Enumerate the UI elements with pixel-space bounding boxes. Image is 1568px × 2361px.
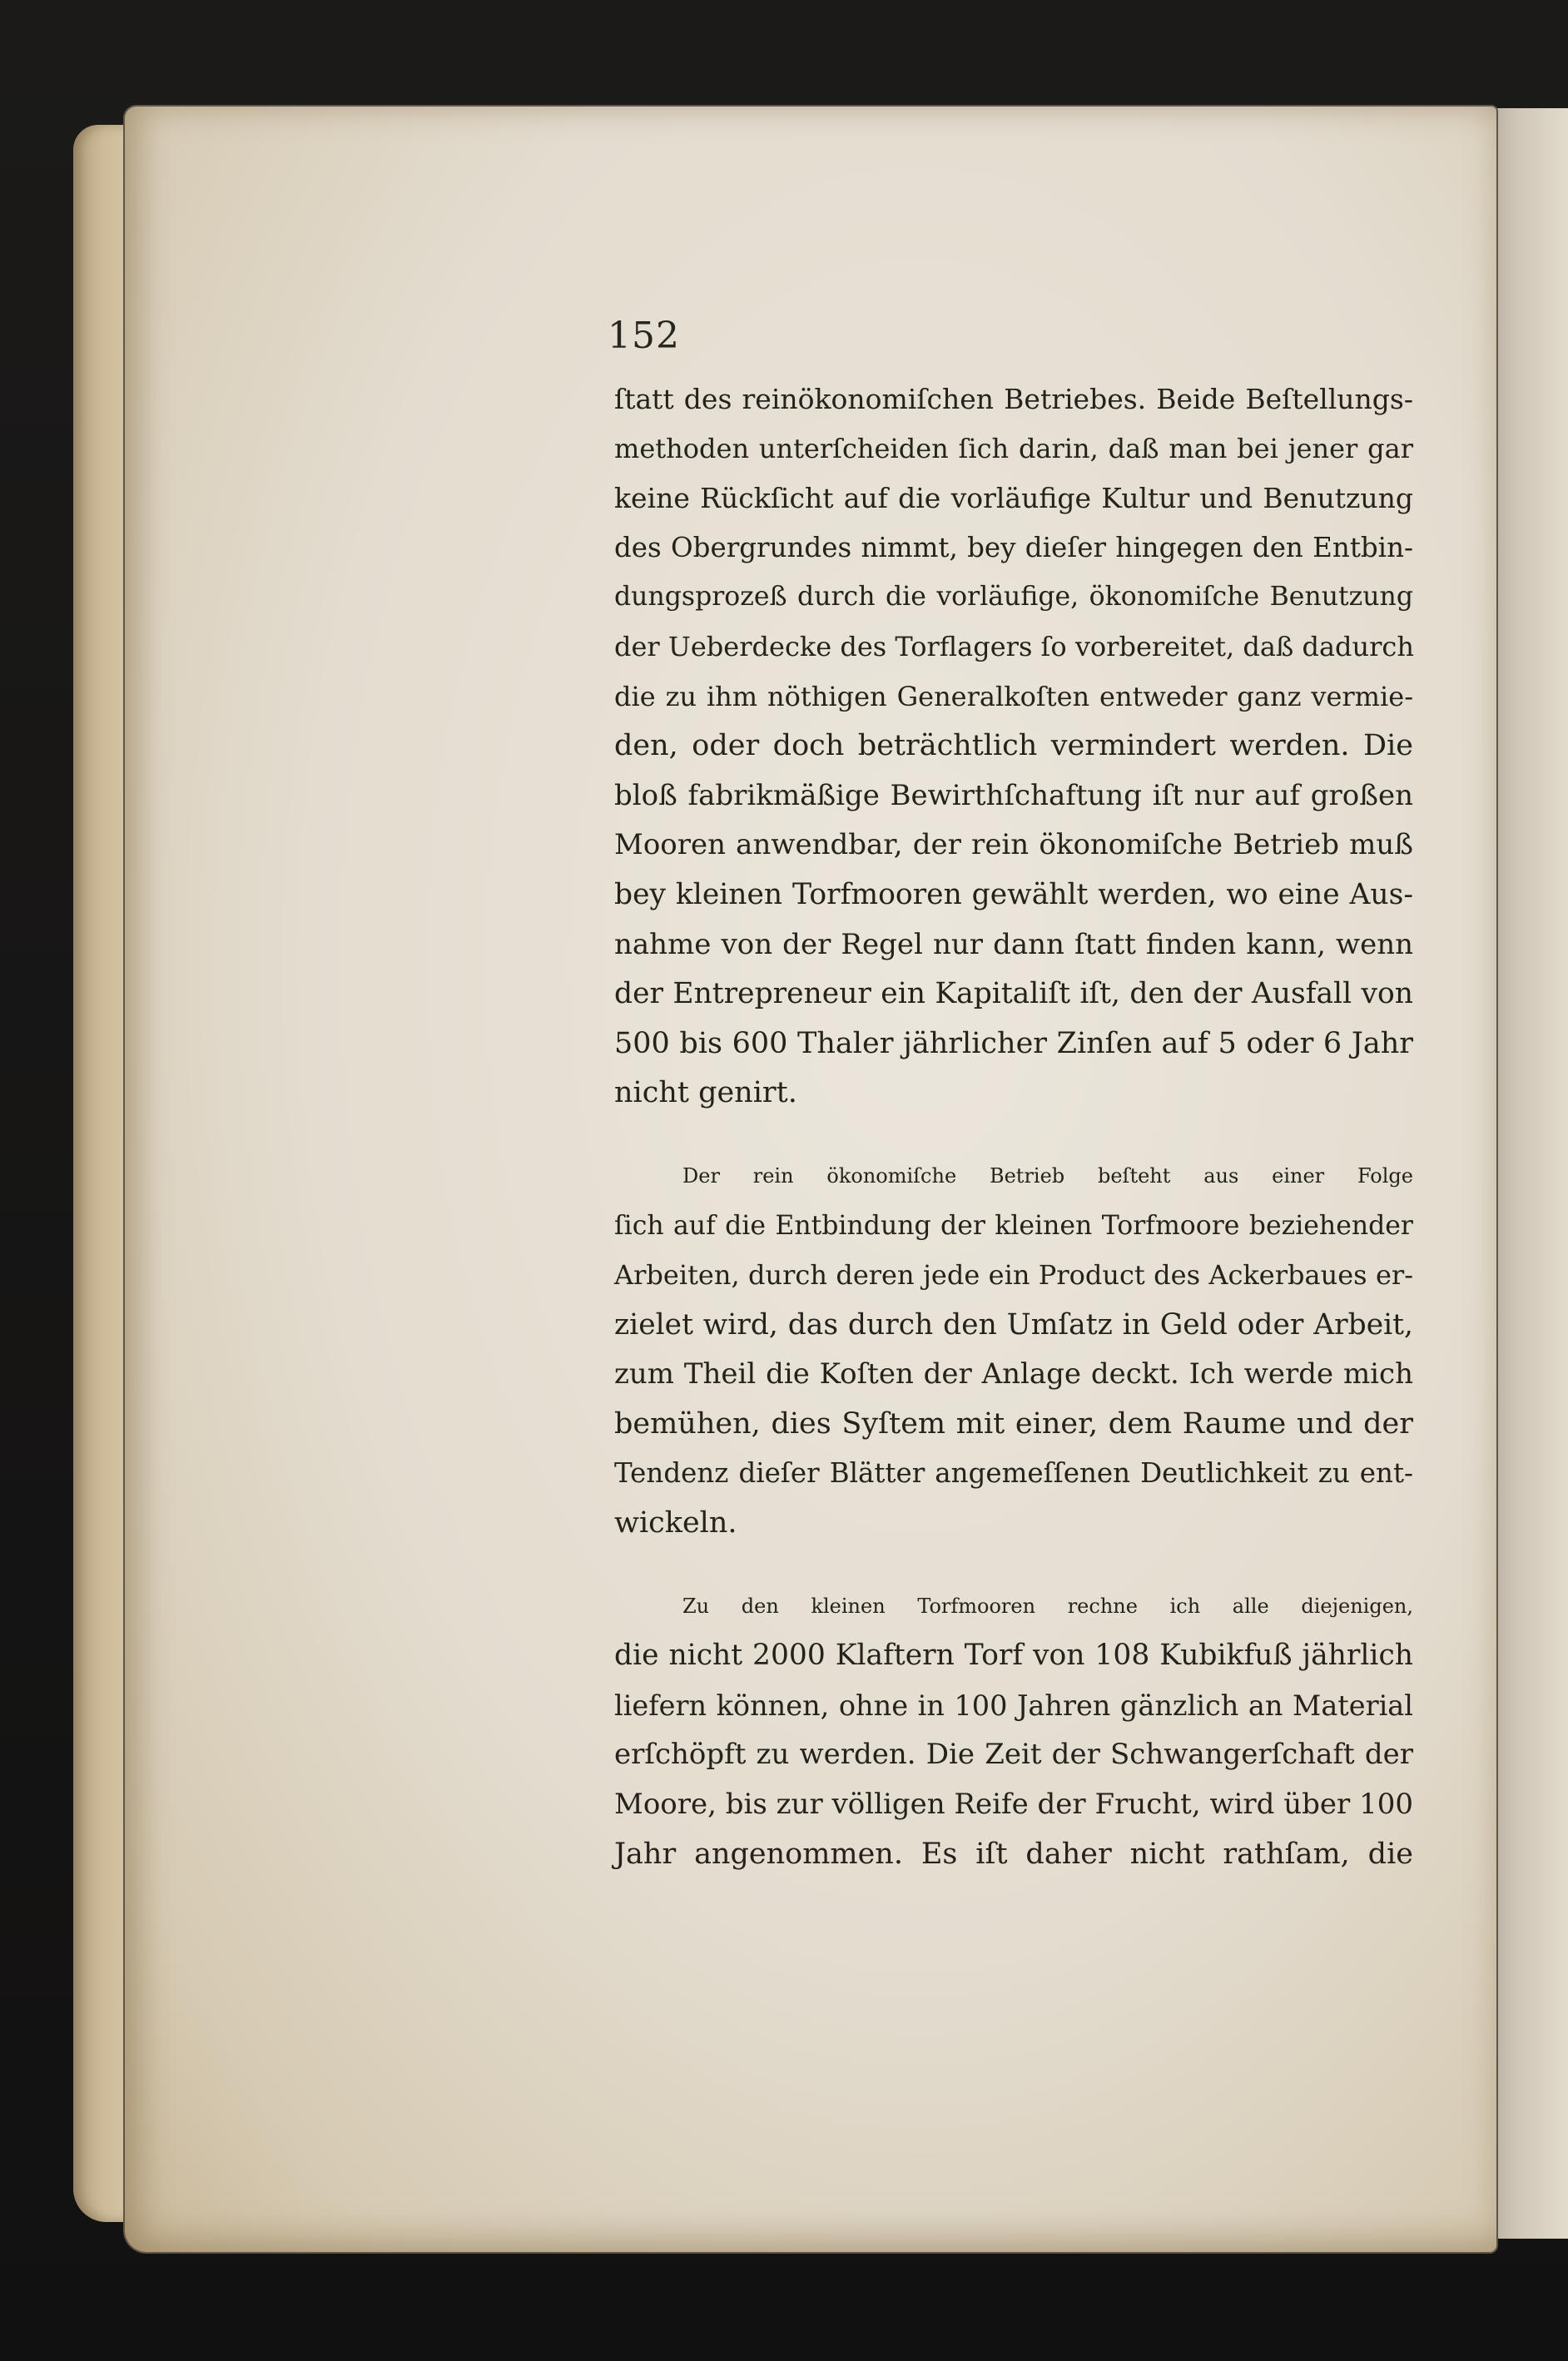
text-line: des Obergrundes nimmt, bey dieſer hingegen den Entbin- <box>614 531 1413 563</box>
text-line: zielet wird, das durch den Umſatz in Geld oder Arbeit, <box>614 1307 1413 1342</box>
text-line: nicht genirt. <box>614 1076 797 1110</box>
text-line: die nicht 2000 Klaftern Torf von 108 Kubikfuß jährlich <box>614 1639 1413 1673</box>
paragraph <box>614 1152 1413 1549</box>
text-line: der Ueberdecke des Torflagers ſo vorbereitet, daß dadurch <box>614 630 1414 662</box>
text-line: Arbeiten, durch deren jede ein Product des Ackerbaues er- <box>614 1259 1413 1292</box>
text-line: den, oder doch beträchtlich vermindert werden. Die <box>614 729 1413 763</box>
paragraph-gap <box>614 1118 1413 1152</box>
text-line: Mooren anwendbar, der rein ökonomiſche Betrieb muß <box>614 828 1413 862</box>
paragraph <box>614 1582 1413 1880</box>
text-line: Jahr angenommen. Es iſt daher nicht rathſam, die <box>614 1837 1413 1871</box>
body-text <box>614 374 1413 1879</box>
text-line: Tendenz dieſer Blätter angemeſſenen Deutlichkeit zu ent- <box>614 1457 1413 1490</box>
text-line: der Entrepreneur ein Kapitaliſt iſt, den der Ausfall von <box>614 977 1413 1011</box>
paragraph-gap <box>614 1549 1413 1582</box>
text-line: bloß fabrikmäßige Bewirthſchaftung iſt nur auf großen <box>614 778 1413 812</box>
text-line: ſtatt des reinökonomiſchen Betriebes. Beide Beſtellungs- <box>614 383 1413 415</box>
text-line: methoden unterſcheiden ſich darin, daß man bei jener gar <box>614 432 1413 464</box>
page-number: 152 <box>608 315 680 357</box>
text-line: bey kleinen Torfmooren gewählt werden, wo eine Aus- <box>614 877 1413 911</box>
text-line: dungsprozeß durch die vorläufige, ökonomiſche Benutzung <box>614 582 1413 613</box>
text-line: Der rein ökonomiſche Betrieb beſteht aus einer Folge <box>682 1163 1413 1188</box>
text-line: wickeln. <box>614 1506 737 1540</box>
paragraph <box>614 374 1413 1118</box>
text-line: nahme von der Regel nur dann ſtatt finden kann, wenn <box>614 927 1413 961</box>
text-line: Moore, bis zur völligen Reife der Frucht, wird über 100 <box>614 1788 1413 1822</box>
text-line: ſich auf die Entbindung der kleinen Torfmoore beziehender <box>614 1210 1413 1241</box>
text-line: die zu ihm nöthigen Generalkoſten entweder ganz vermie- <box>614 680 1413 712</box>
facing-page-edge <box>1491 108 1568 2239</box>
text-line: Zu den kleinen Torfmooren rechne ich alle diejenigen, <box>682 1594 1413 1618</box>
text-line: keine Rückſicht auf die vorläufige Kultur und Benutzung <box>614 482 1413 515</box>
text-line: zum Theil die Koſten der Anlage deckt. Ich werde mich <box>614 1357 1413 1391</box>
text-line: erſchöpft zu werden. Die Zeit der Schwangerſchaft der <box>614 1738 1413 1772</box>
text-line: 500 bis 600 Thaler jährlicher Zinſen auf 5 oder 6 Jahr <box>614 1026 1413 1060</box>
text-line: bemühen, dies Syſtem mit einer, dem Raume und der <box>614 1406 1413 1441</box>
text-line: liefern können, ohne in 100 Jahren gänzlich an Material <box>614 1689 1413 1722</box>
